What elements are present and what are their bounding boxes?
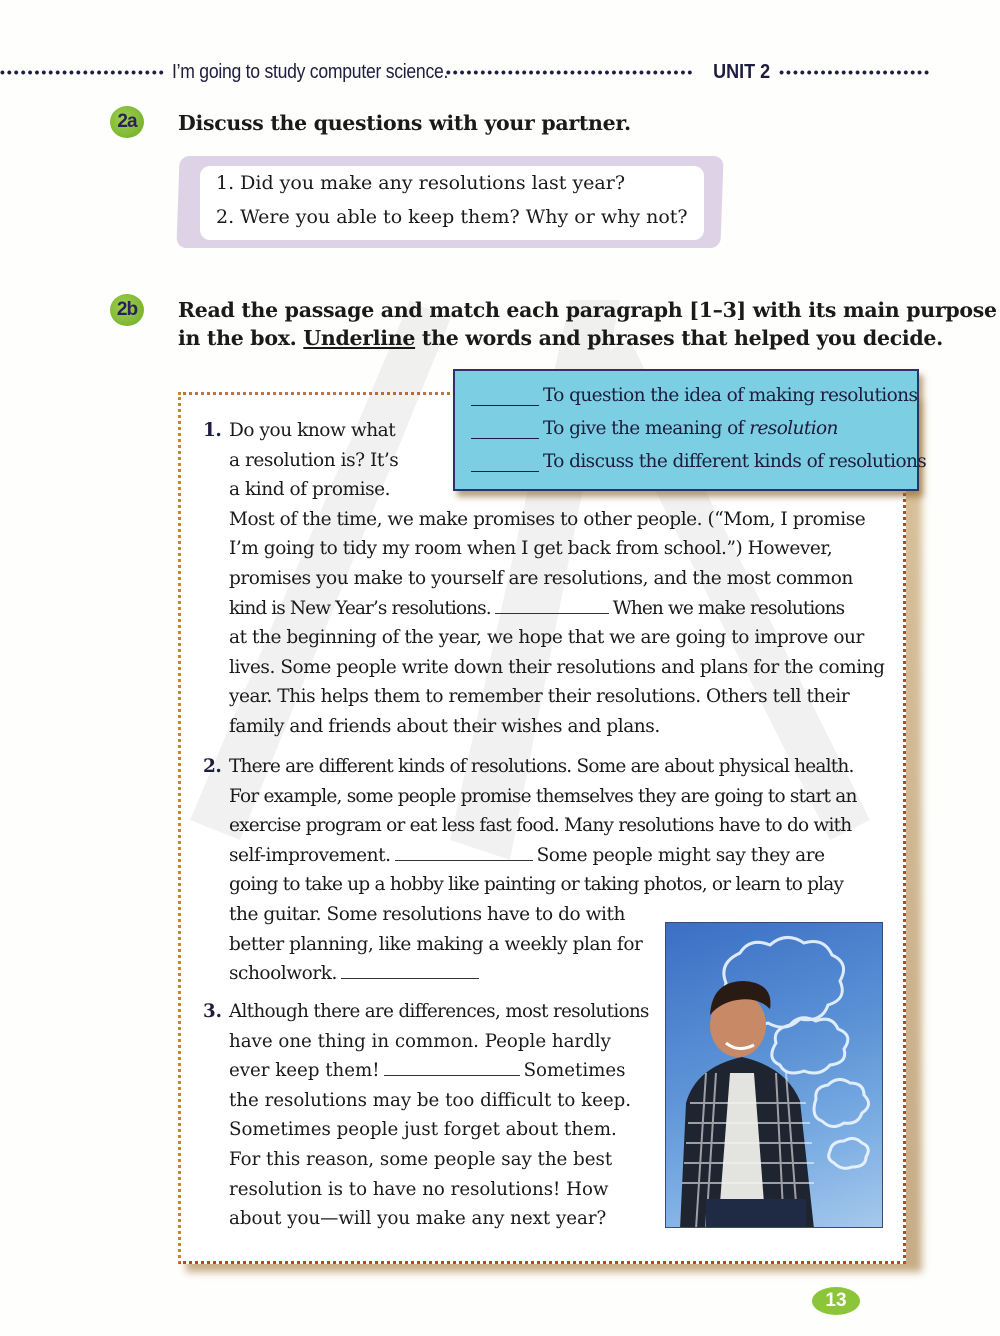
instruction-2b-line2	[178, 324, 997, 352]
text-line: better planning, like making a weekly plan for	[229, 933, 643, 955]
text-line: family and friends about their wishes and plans.	[229, 715, 660, 737]
photo-illustration	[666, 923, 883, 1228]
sentence-blank-4[interactable]	[384, 1057, 520, 1076]
text-line: resolution is to have no resolutions! How	[229, 1178, 609, 1200]
text-line: going to take up a hobby like painting or taking photos, or learn to play	[229, 874, 844, 896]
text-fragment: schoolwork.	[229, 963, 337, 985]
unit-label: UNIT 2	[712, 60, 770, 83]
exercise-badge-2a: 2a	[110, 106, 144, 138]
photo-boy-thought-clouds	[665, 922, 883, 1228]
sentence-blank-2[interactable]	[395, 842, 533, 861]
text-fragment: When we make resolutions	[612, 597, 845, 619]
text-line: a kind of promise.	[229, 479, 391, 501]
question-box	[200, 166, 704, 240]
text-fragment: Some people might say they are	[536, 844, 825, 866]
text-line: the resolutions may be too difficult to keep.	[229, 1089, 632, 1111]
purpose-text-2: To give the meaning of	[543, 418, 750, 439]
text-line: I’m going to tidy my room when I get back from school.”) However,	[229, 538, 833, 560]
instruction-2a: Discuss the questions with your partner.	[178, 111, 631, 135]
text-line: promises you make to yourself are resolutions, and the most common	[229, 567, 853, 589]
text-fragment: kind is New Year’s resolutions.	[229, 597, 491, 619]
paragraph-number-3: 3.	[203, 1001, 222, 1022]
page-number: 13	[812, 1287, 860, 1315]
text-fragment: self-improvement.	[229, 844, 391, 866]
paragraph-number-2: 2.	[203, 756, 222, 777]
question-2: 2. Were you able to keep them? Why or why not?	[216, 206, 688, 228]
question-1: 1. Did you make any resolutions last year?	[216, 172, 626, 194]
header-dots-right: ••••••••••••••••••••••	[779, 64, 931, 80]
exercise-badge-2b: 2b	[110, 294, 144, 326]
text-line: Do you know what	[229, 420, 396, 441]
text-line: lives. Some people write down their resolutions and plans for the coming	[229, 656, 885, 678]
sentence-blank-1[interactable]	[495, 595, 609, 614]
page-header	[0, 58, 1000, 86]
answer-blank-1[interactable]	[471, 387, 539, 406]
paragraph-number-1: 1.	[203, 420, 222, 441]
text-fragment: Sometimes	[523, 1060, 626, 1082]
sentence-blank-3[interactable]	[341, 960, 479, 979]
instruction-2b	[178, 296, 997, 352]
text-line: exercise program or eat less fast food. Many resolutions have to do with	[229, 815, 852, 837]
text-line-with-blank	[229, 1056, 649, 1086]
lesson-title: I’m going to study computer science.	[172, 60, 449, 83]
text-line-with-blank	[229, 841, 857, 871]
header-dots-mid: ••••••••••••••••••••••••••••••••••••	[445, 64, 695, 80]
text-line: year. This helps them to remember their resolutions. Others tell their	[229, 686, 850, 708]
text-line: Most of the time, we make promises to other people. (“Mom, I promise	[229, 508, 866, 530]
header-dots-left: ••••••••••••••••••••••••	[0, 64, 166, 80]
text-line: For this reason, some people say the best	[229, 1148, 613, 1170]
text-line-with-blank	[229, 594, 885, 624]
text-line: Sometimes people just forget about them.	[229, 1119, 617, 1141]
text-line: a resolution is? It’s	[229, 449, 399, 471]
instruction-2b-line1: Read the passage and match each paragraph [1–3] with its main purpose	[178, 298, 997, 322]
instruction-2b-line2-post: the words and phrases that helped you decide.	[415, 326, 943, 350]
paragraph-1	[203, 416, 885, 742]
purpose-text-2-italic: resolution	[749, 418, 838, 439]
paragraph-3	[203, 997, 649, 1234]
purpose-item-1	[471, 385, 917, 406]
purpose-text-1: To question the idea of making resolutions	[543, 385, 918, 406]
text-line: There are different kinds of resolutions. Some are about physical health.	[229, 756, 854, 777]
underline-keyword: Underline	[303, 326, 416, 350]
text-fragment: ever keep them!	[229, 1060, 380, 1082]
text-line: at the beginning of the year, we hope that we are going to improve our	[229, 627, 864, 649]
instruction-2b-line2-pre: in the box.	[178, 326, 304, 350]
text-line: the guitar. Some resolutions have to do with	[229, 903, 625, 925]
text-line: For example, some people promise themselves they are going to start an	[229, 785, 857, 807]
text-line: have one thing in common. People hardly	[229, 1030, 611, 1052]
purpose-text-3: To discuss the different kinds of resolutions	[543, 451, 927, 472]
text-line: about you—will you make any next year?	[229, 1208, 607, 1230]
text-line: Although there are differences, most resolutions	[229, 1001, 649, 1022]
